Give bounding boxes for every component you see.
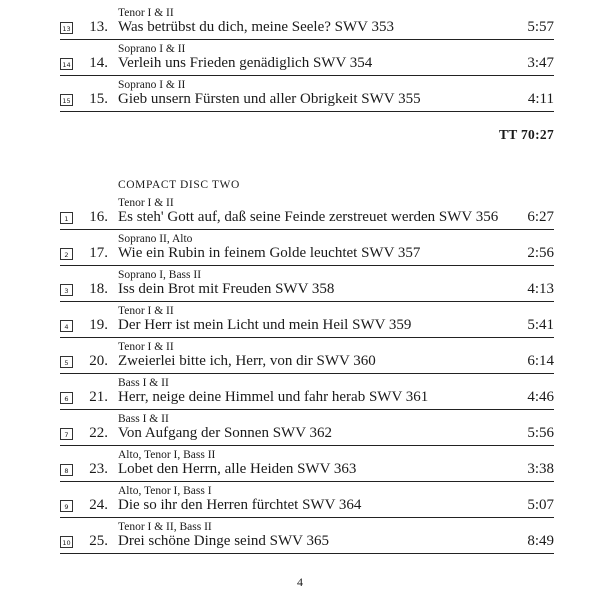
track-voices: Soprano I & II xyxy=(118,79,186,91)
track-divider xyxy=(60,111,554,112)
track-title: Iss dein Brot mit Freuden SWV 358 xyxy=(118,281,335,297)
track-title: Was betrübst du dich, meine Seele? SWV 353 xyxy=(118,19,394,35)
track-number: 20. xyxy=(89,353,108,369)
track-title: Die so ihr den Herren fürchtet SWV 364 xyxy=(118,497,362,513)
track-index-box: 14 xyxy=(60,58,73,70)
track-entry-22 xyxy=(0,412,600,450)
track-number: 25. xyxy=(89,533,108,549)
track-index-box: 1 xyxy=(60,212,73,224)
track-entry-21 xyxy=(0,376,600,414)
track-divider xyxy=(60,229,554,230)
track-title: Drei schöne Dinge seind SWV 365 xyxy=(118,533,329,549)
track-entry-17 xyxy=(0,232,600,270)
track-voices: Bass I & II xyxy=(118,413,169,425)
track-duration: 2:56 xyxy=(527,245,554,261)
track-voices: Soprano II, Alto xyxy=(118,233,193,245)
track-title: Von Aufgang der Sonnen SWV 362 xyxy=(118,425,333,441)
track-index-box: 3 xyxy=(60,284,73,296)
track-title: Gieb unsern Fürsten und aller Obrigkeit SWV 355 xyxy=(118,91,421,107)
track-number: 24. xyxy=(89,497,108,513)
track-divider xyxy=(60,445,554,446)
page-number: 4 xyxy=(297,575,303,589)
disc-two-heading: COMPACT DISC TWO xyxy=(118,179,240,191)
track-duration: 5:07 xyxy=(527,497,554,513)
track-voices: Tenor I & II, Bass II xyxy=(118,521,212,533)
track-number: 23. xyxy=(89,461,108,477)
track-title: Wie ein Rubin in feinem Golde leuchtet SWV 357 xyxy=(118,245,421,261)
track-voices: Tenor I & II xyxy=(118,7,174,19)
disc-one-total-time: TT 70:27 xyxy=(498,127,554,142)
track-index-box: 13 xyxy=(60,22,73,34)
track-title: Verleih uns Frieden genädiglich SWV 354 xyxy=(118,55,373,71)
track-number: 21. xyxy=(89,389,108,405)
track-duration: 5:41 xyxy=(527,317,554,333)
track-number: 15. xyxy=(89,91,108,107)
track-entry-25 xyxy=(0,520,600,558)
track-number: 22. xyxy=(89,425,108,441)
track-voices: Alto, Tenor I, Bass II xyxy=(118,449,216,461)
track-duration: 3:47 xyxy=(527,55,554,71)
track-voices: Tenor I & II xyxy=(118,197,174,209)
track-entry-20 xyxy=(0,340,600,378)
track-index-box: 9 xyxy=(60,500,73,512)
track-number: 18. xyxy=(89,281,108,297)
track-title: Zweierlei bitte ich, Herr, von dir SWV 360 xyxy=(118,353,376,369)
track-entry-14 xyxy=(0,42,600,80)
track-title: Der Herr ist mein Licht und mein Heil SWV 359 xyxy=(118,317,412,333)
track-voices: Alto, Tenor I, Bass I xyxy=(118,485,212,497)
track-divider xyxy=(60,39,554,40)
track-number: 14. xyxy=(89,55,108,71)
track-voices: Soprano I & II xyxy=(118,43,186,55)
track-number: 13. xyxy=(89,19,108,35)
track-duration: 5:56 xyxy=(527,425,554,441)
track-number: 17. xyxy=(89,245,108,261)
track-divider xyxy=(60,517,554,518)
track-voices: Tenor I & II xyxy=(118,341,174,353)
track-index-box: 5 xyxy=(60,356,73,368)
track-number: 19. xyxy=(89,317,108,333)
track-voices: Soprano I, Bass II xyxy=(118,269,202,281)
track-divider xyxy=(60,409,554,410)
track-index-box: 7 xyxy=(60,428,73,440)
track-index-box: 10 xyxy=(60,536,73,548)
track-entry-18 xyxy=(0,268,600,306)
track-divider xyxy=(60,373,554,374)
track-entry-24 xyxy=(0,484,600,522)
track-title: Lobet den Herrn, alle Heiden SWV 363 xyxy=(118,461,357,477)
track-divider xyxy=(60,75,554,76)
track-title: Es steh' Gott auf, daß seine Feinde zerstreuet werden SWV 356 xyxy=(118,209,499,225)
track-duration: 5:57 xyxy=(527,19,554,35)
track-voices: Bass I & II xyxy=(118,377,169,389)
track-index-box: 2 xyxy=(60,248,73,260)
track-entry-15 xyxy=(0,78,600,116)
track-duration: 6:27 xyxy=(527,209,554,225)
track-duration: 3:38 xyxy=(527,461,554,477)
track-title: Herr, neige deine Himmel und fahr herab SWV 361 xyxy=(118,389,429,405)
track-divider xyxy=(60,337,554,338)
track-entry-23 xyxy=(0,448,600,486)
track-duration: 4:11 xyxy=(527,91,554,107)
track-index-box: 4 xyxy=(60,320,73,332)
track-entry-13 xyxy=(0,6,600,44)
track-entry-19 xyxy=(0,304,600,342)
track-index-box: 8 xyxy=(60,464,73,476)
track-divider xyxy=(60,301,554,302)
track-duration: 4:46 xyxy=(527,389,554,405)
track-divider xyxy=(60,481,554,482)
track-duration: 6:14 xyxy=(527,353,554,369)
track-index-box: 6 xyxy=(60,392,73,404)
track-duration: 8:49 xyxy=(527,533,554,549)
track-duration: 4:13 xyxy=(527,281,554,297)
track-divider xyxy=(60,553,554,554)
track-index-box: 15 xyxy=(60,94,73,106)
track-voices: Tenor I & II xyxy=(118,305,174,317)
track-entry-16 xyxy=(0,196,600,234)
track-number: 16. xyxy=(89,209,108,225)
track-divider xyxy=(60,265,554,266)
